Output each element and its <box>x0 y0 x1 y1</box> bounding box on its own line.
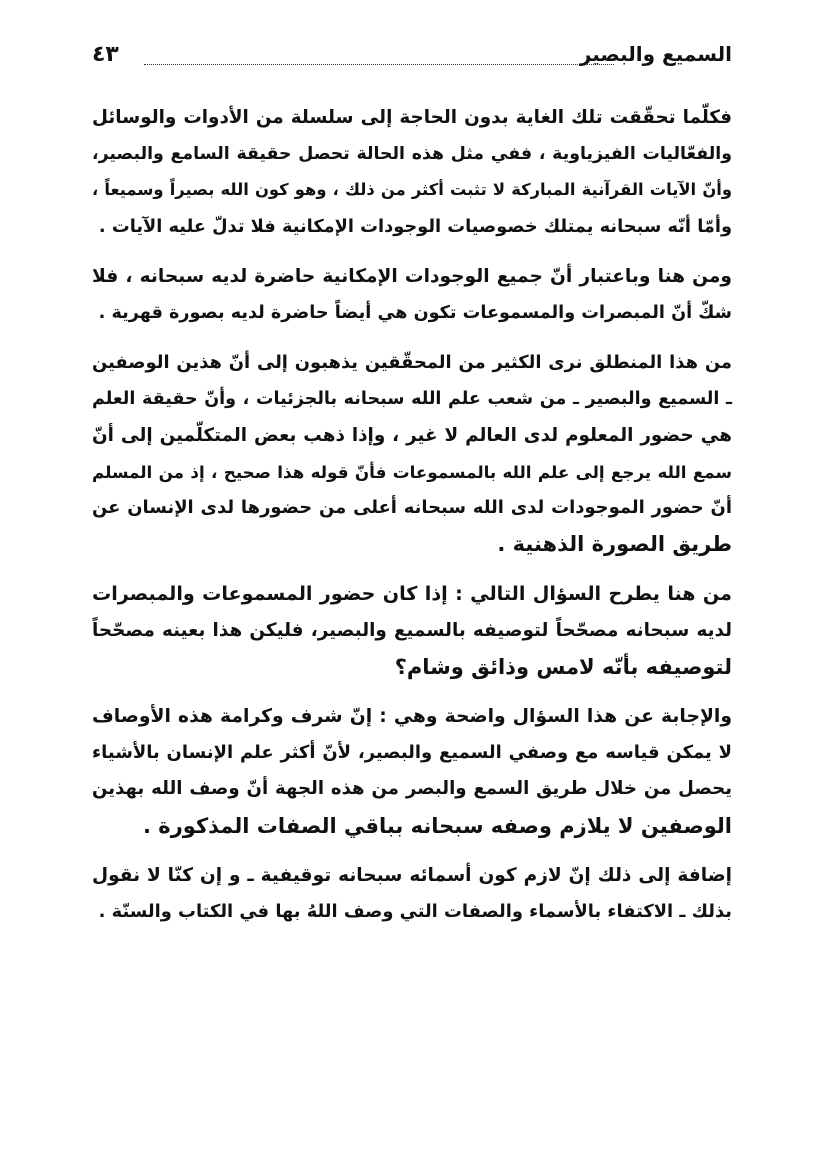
text-line: لا يمكن قياسه مع وصفي السميع والبصير، لأنّ أكثر علم الإنسان بالأشياء <box>92 742 732 764</box>
body-text <box>92 100 732 944</box>
paragraph <box>92 576 732 685</box>
text-line: وأنّ الآيات القرآنية المباركة لا تثبت أكثر من ذلك ، وهو كون الله بصيراً وسميعاً ، <box>92 180 732 200</box>
text-line: بذلك ـ الاكتفاء بالأسماء والصفات التي وصف اللهُ بها في الكتاب والسنّة . <box>98 901 732 923</box>
text-line: فكلّما تحقّقت تلك الغاية بدون الحاجة إلى سلسلة من الأدوات والوسائل <box>92 107 732 128</box>
text-line: لديه سبحانه مصحّحاً لتوصيفه بالسميع والبصير، فليكن هذا بعينه مصحّحاً <box>92 619 732 641</box>
text-line: هي حضور المعلوم لدى العالم لا غير ، وإذا ذهب بعض المتكلّمين إلى أنّ <box>92 424 732 446</box>
text-line: الوصفين لا يلازم وصفه سبحانه بباقي الصفات المذكورة . <box>143 813 732 838</box>
running-title: السميع والبصير <box>579 42 732 66</box>
text-line: وأمّا أنّه سبحانه يمتلك خصوصيات الوجودات الإمكانية فلا تدلّ عليه الآيات . <box>98 215 732 237</box>
page-header <box>92 38 732 78</box>
text-line: ـ السميع والبصير ـ من شعب علم الله سبحانه بالجزئيات ، وأنّ حقيقة العلم <box>92 389 732 410</box>
text-line: من هذا المنطلق نرى الكثير من المحقّقين يذهبون إلى أنّ هذين الوصفين <box>92 352 732 374</box>
text-line: إضافة إلى ذلك إنّ لازم كون أسمائه سبحانه توقيفية ـ و إن كنّا لا نقول <box>92 864 732 886</box>
header-dotted-rule <box>144 64 614 65</box>
paragraph <box>92 858 732 930</box>
text-line: من هنا يطرح السؤال التالي : إذا كان حضور المسموعات والمبصرات <box>92 582 732 606</box>
paragraph <box>92 345 732 562</box>
text-line: يحصل من خلال طريق السمع والبصر من هذه الجهة أنّ وصف الله بهذين <box>92 778 732 800</box>
paragraph <box>92 259 732 331</box>
text-line: أنّ حضور الموجودات لدى الله سبحانه أعلى من حضورها لدى الإنسان عن <box>92 497 732 519</box>
paragraph <box>92 699 732 844</box>
text-line: طريق الصورة الذهنية . <box>497 532 732 557</box>
text-line: لتوصيفه بأنّه لامس وذائق وشام؟ <box>394 654 732 679</box>
text-line: شكّ أنّ المبصرات والمسموعات تكون هي أيضاً حاضرة لديه بصورة قهرية . <box>98 303 732 324</box>
text-line: سمع الله يرجع إلى علم الله بالمسموعات فأنّ قوله هذا صحيح ، إذ من المسلم <box>92 461 732 482</box>
paragraph <box>92 100 732 245</box>
text-line: والفعّاليات الفيزياوية ، ففي مثل هذه الحالة تحصل حقيقة السامع والبصير، <box>92 144 732 165</box>
text-line: والإجابة عن هذا السؤال واضحة وهي : إنّ شرف وكرامة هذه الأوصاف <box>92 706 732 728</box>
page-number: ٤٣ <box>92 42 119 67</box>
text-line: ومن هنا وباعتبار أنّ جميع الوجودات الإمكانية حاضرة لديه سبحانه ، فلا <box>92 265 732 287</box>
